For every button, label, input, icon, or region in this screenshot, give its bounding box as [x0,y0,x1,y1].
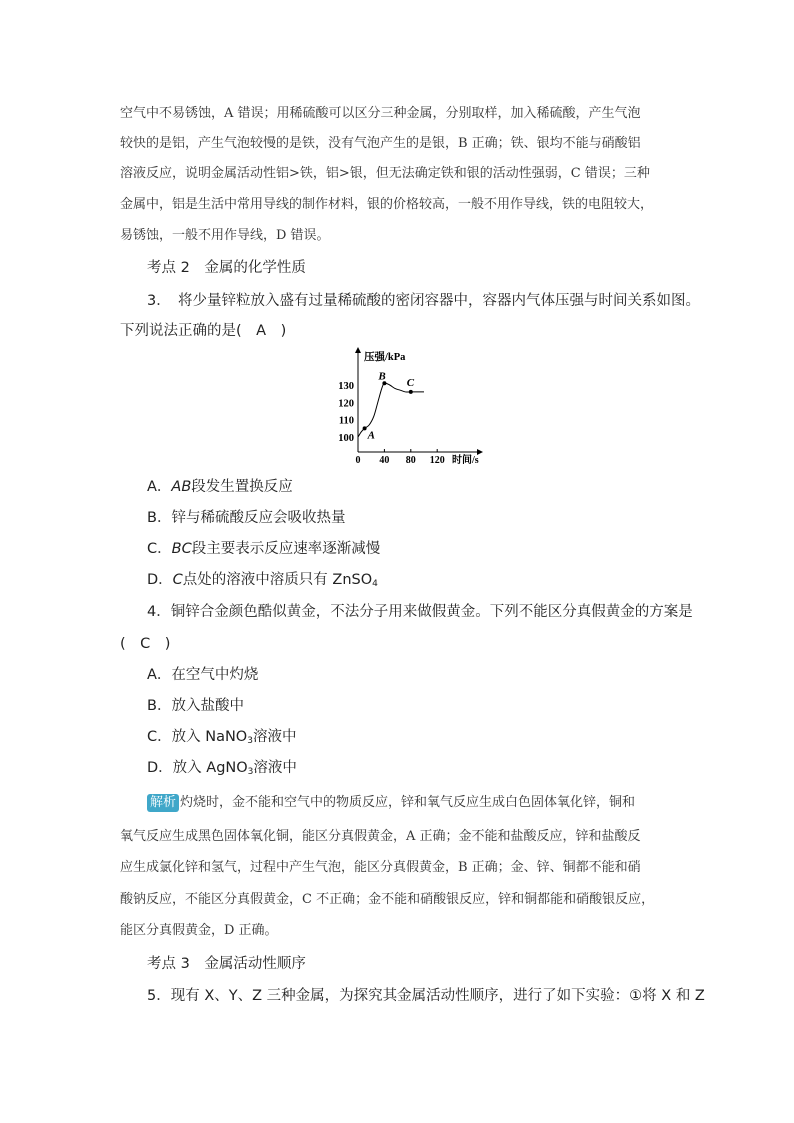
y-tick-label: 100 [338,433,354,444]
option-a: A．AB段发生置换反应 [147,479,293,495]
explanation-line: 易锈蚀，一般不用作导线，D 错误。 [120,228,330,243]
data-point-c [409,390,413,394]
explanation-line: 酸钠反应，不能区分真假黄金，C 不正确；金不能和硝酸银反应，锌和铜都能和硝酸银反应， [120,892,655,907]
option-b: B．锌与稀硫酸反应会吸收热量 [147,510,346,526]
option-c: C．BC段主要表示反应速率逐渐减慢 [147,541,381,557]
y-tick-label: 120 [338,398,354,410]
option-d: D．C点处的溶液中溶质只有 ZnSO$_4$ [147,572,378,589]
x-tick-label: 0 [355,455,361,466]
y-tick-label: 130 [338,381,354,392]
x-tick-label: 40 [379,455,390,466]
explanation-line: 解析 灼烧时，金不能和空气中的物质反应，锌和氧气反应生成白色固体氧化锌，铜和 [147,793,635,813]
y-axis-label: 压强/kPa [364,352,406,363]
explanation-line: 应生成氯化锌和氢气，过程中产生气泡，能区分真假黄金，B 正确；金、锌、铜都不能和硝 [120,860,641,875]
topic-heading: 考点 3 金属活动性顺序 [147,956,306,972]
option-b: B．放入盐酸中 [147,698,244,714]
question-stem: 下列说法正确的是( A ) [120,323,287,339]
question-stem: ( C ) [120,636,171,652]
option-a: A．在空气中灼烧 [147,667,259,683]
question-stem: 3． 将少量锌粒放入盛有过量稀硫酸的密闭容器中，容器内气体压强与时间关系如图。 [147,293,700,309]
option-c: C．放入 NaNO$_3$溶液中 [147,729,297,746]
question-stem: 4．铜锌合金颜色酷似黄金，不法分子用来做假黄金。下列不能区分真假黄金的方案是 [147,604,693,620]
explanation-line: 较快的是铝，产生气泡较慢的是铁，没有气泡产生的是银，B 正确；铁、银均不能与硝酸铝 [120,136,641,151]
point-label-a: A [367,429,375,442]
explanation-line: 氧气反应生成黑色固体氧化铜，能区分真假黄金，A 正确；金不能和盐酸反应，锌和盐酸反 [120,829,641,844]
question-stem: 5．现有 X、Y、Z 三种金属，为探究其金属活动性顺序，进行了如下实验：①将 X 和 Z [147,988,705,1004]
explanation-line: 能区分真假黄金，D 正确。 [120,923,278,938]
analysis-badge: 解析 [147,794,179,812]
topic-heading: 考点 2 金属的化学性质 [147,260,306,276]
explanation-line: 空气中不易锈蚀，A 错误；用稀硫酸可以区分三种金属，分别取样，加入稀硫酸，产生气泡 [120,106,641,121]
option-d: D．放入 AgNO$_3$溶液中 [147,760,297,777]
explanation-line: 溶液反应，说明金属活动性铝>铁，铝>银，但无法确定铁和银的活动性强弱，C 错误；三种 [120,166,650,181]
data-point-a [363,426,367,430]
pressure-time-chart [330,344,490,468]
x-tick-label: 80 [405,455,416,466]
x-axis-label: 时间/s [452,455,479,466]
point-label-b: B [378,370,386,383]
y-tick-label: 110 [338,415,354,427]
x-tick-label: 120 [429,455,445,466]
point-label-c: C [406,376,415,389]
explanation-line: 金属中，铝是生活中常用导线的制作材料，银的价格较高，一般不用作导线，铁的电阻较大， [120,197,654,212]
